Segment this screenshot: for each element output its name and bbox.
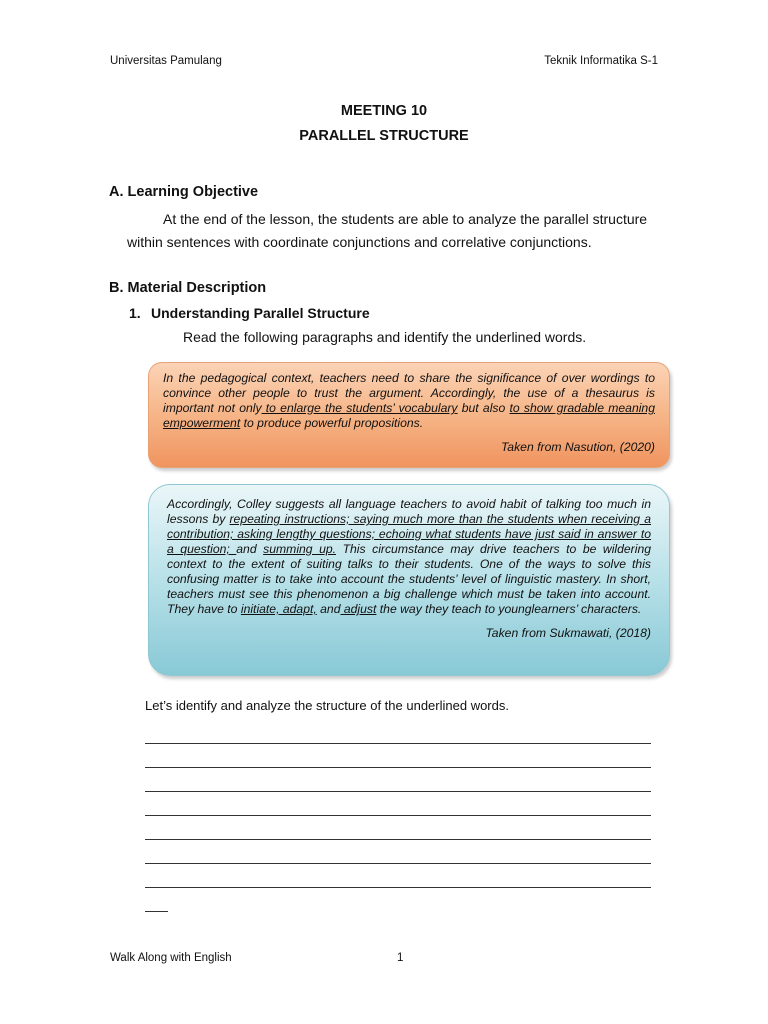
text-run: the way they teach to younglearners’ characters. — [376, 602, 642, 616]
text-run: In the pedagogical context, teachers need to share the significance of over wordings to convince other people to trust the argument. Accordingly, the use of a thesaurus is important not only — [163, 371, 655, 415]
meeting-title: MEETING 10 — [340, 103, 428, 119]
header-program: Teknik Informatika S-1 — [544, 55, 658, 67]
text-run: This circumstance may drive teachers to be wildering context to the extent of suiting talks to their students. One of the ways to solve this confusing matter is to take into account the students’ level of linguistic mastery. In short, teachers must see this phenomenon a big challenge which must be taken into account. They have to — [167, 542, 651, 616]
text-run: Accordingly, Colley suggests all language teachers to avoid habit of talking too much in lessons by — [167, 497, 651, 526]
topic-title: PARALLEL STRUCTURE — [299, 128, 469, 144]
paragraph-box-nasution — [148, 362, 670, 468]
answer-line[interactable] — [145, 768, 651, 792]
footer-book-title: Walk Along with English — [110, 952, 232, 964]
page-number: 1 — [397, 952, 404, 964]
text-run: and — [236, 542, 264, 556]
section-b-heading: B. Material Description — [109, 280, 267, 296]
answer-line[interactable] — [145, 840, 651, 864]
text-run: but also — [457, 401, 510, 415]
header-university: Universitas Pamulang — [110, 55, 222, 67]
underlined-phrase: to show gradable meaning empowerment — [163, 401, 655, 430]
source-citation: Taken from Nasution, (2020) — [500, 440, 655, 454]
answer-line[interactable] — [145, 888, 168, 912]
underlined-phrase: summing up. — [263, 542, 337, 556]
subsection-title: Understanding Parallel Structure — [151, 305, 370, 321]
answer-line[interactable] — [145, 720, 651, 744]
underlined-phrase: initiate, adapt, — [240, 602, 317, 616]
subsection-number: 1. — [129, 305, 141, 321]
learning-objective-text: At the end of the lesson, the students are able to analyze the parallel structure within sentences with coordinate conjunctions and correlative conjunctions. — [127, 211, 648, 250]
subsection-heading — [129, 305, 370, 321]
reading-instruction: Read the following paragraphs and identify the underlined words. — [183, 329, 587, 345]
answer-line[interactable] — [145, 816, 651, 840]
task-instruction: Let’s identify and analyze the structure of the underlined words. — [145, 698, 509, 713]
text-run: to produce powerful propositions. — [240, 416, 424, 430]
answer-line[interactable] — [145, 744, 651, 768]
paragraph-text — [163, 371, 655, 431]
underlined-phrase: adjust — [340, 602, 377, 616]
answer-line[interactable] — [145, 792, 651, 816]
answer-lines — [145, 720, 651, 912]
text-run: and — [316, 602, 341, 616]
section-a-heading: A. Learning Objective — [109, 184, 259, 200]
underlined-phrase: repeating instructions; saying much more than the students when receiving a contribution; asking lengthy questions; echoing what students have just said in answer to a question; — [167, 512, 651, 556]
source-citation: Taken from Sukmawati, (2018) — [485, 626, 651, 640]
underlined-phrase: to enlarge the students’ vocabulary — [261, 401, 458, 415]
paragraph-text — [167, 497, 651, 617]
paragraph-box-sukmawati — [148, 484, 670, 676]
answer-line[interactable] — [145, 864, 651, 888]
